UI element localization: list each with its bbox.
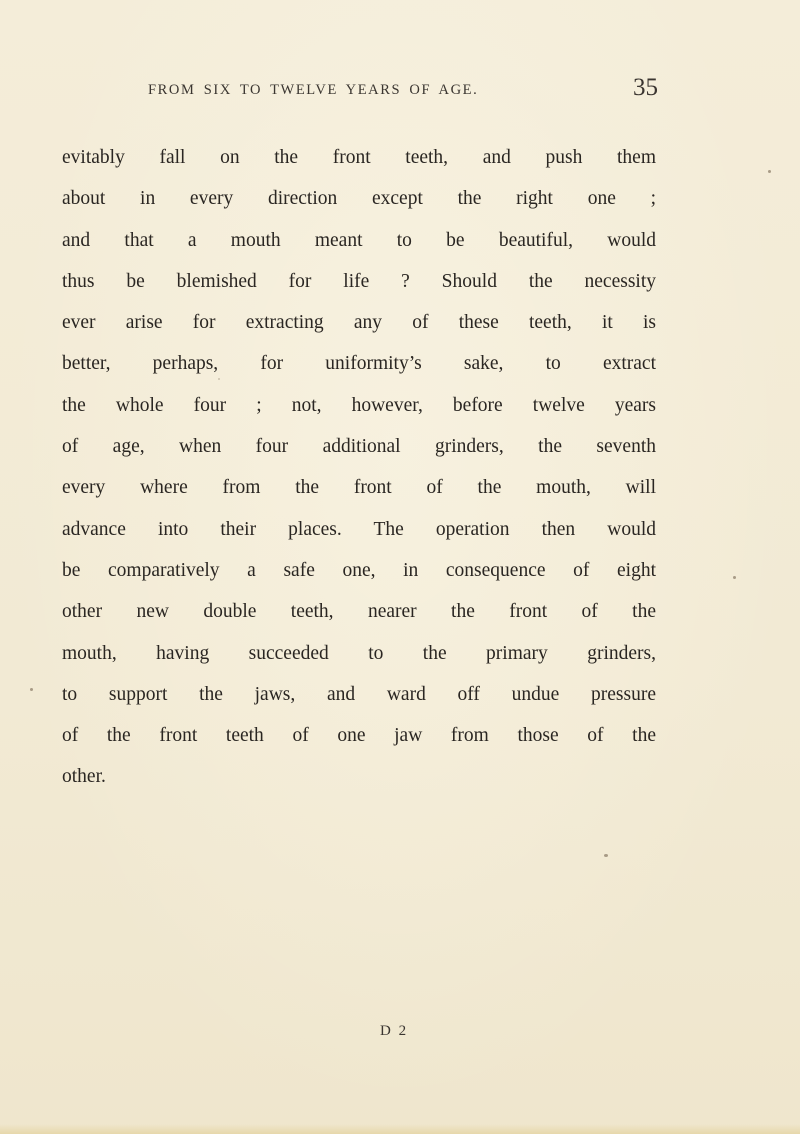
paper-speck: [733, 576, 736, 579]
page-edge-shading: [0, 1124, 800, 1134]
body-text: [62, 137, 656, 798]
text-line: and that a mouth meant to be beautiful, would: [62, 229, 656, 251]
text-line: evitably fall on the front teeth, and push them: [62, 147, 656, 168]
text-line: be comparatively a safe one, in consequence of eight: [62, 559, 656, 581]
text-line: better, perhaps, for uniformity’s sake, to extract: [62, 353, 656, 375]
text-line: of the front teeth of one jaw from those of the: [62, 725, 656, 747]
signature-mark: D 2: [380, 1023, 409, 1039]
text-line: every where from the front of the mouth, will: [62, 477, 656, 499]
paper-speck: [218, 378, 220, 380]
text-line: mouth, having succeeded to the primary grinders,: [62, 642, 656, 664]
paper-speck: [30, 688, 33, 691]
text-line: about in every direction except the right one ;: [62, 188, 656, 210]
paper-speck: [604, 854, 608, 857]
text-line: other.: [62, 766, 106, 788]
text-line: thus be blemished for life ? Should the necessity: [62, 270, 656, 292]
text-line: other new double teeth, nearer the front of the: [62, 601, 656, 623]
text-line: to support the jaws, and ward off undue pressure: [62, 683, 656, 705]
running-head: [148, 74, 658, 104]
page-number: 35: [633, 74, 658, 101]
paper-speck: [768, 170, 771, 173]
running-title: FROM SIX TO TWELVE YEARS OF AGE.: [148, 82, 479, 98]
text-line: advance into their places. The operation then would: [62, 518, 656, 540]
text-line: ever arise for extracting any of these teeth, it is: [62, 312, 656, 334]
text-line: the whole four ; not, however, before twelve years: [62, 394, 656, 416]
text-line: of age, when four additional grinders, the seventh: [62, 436, 656, 458]
